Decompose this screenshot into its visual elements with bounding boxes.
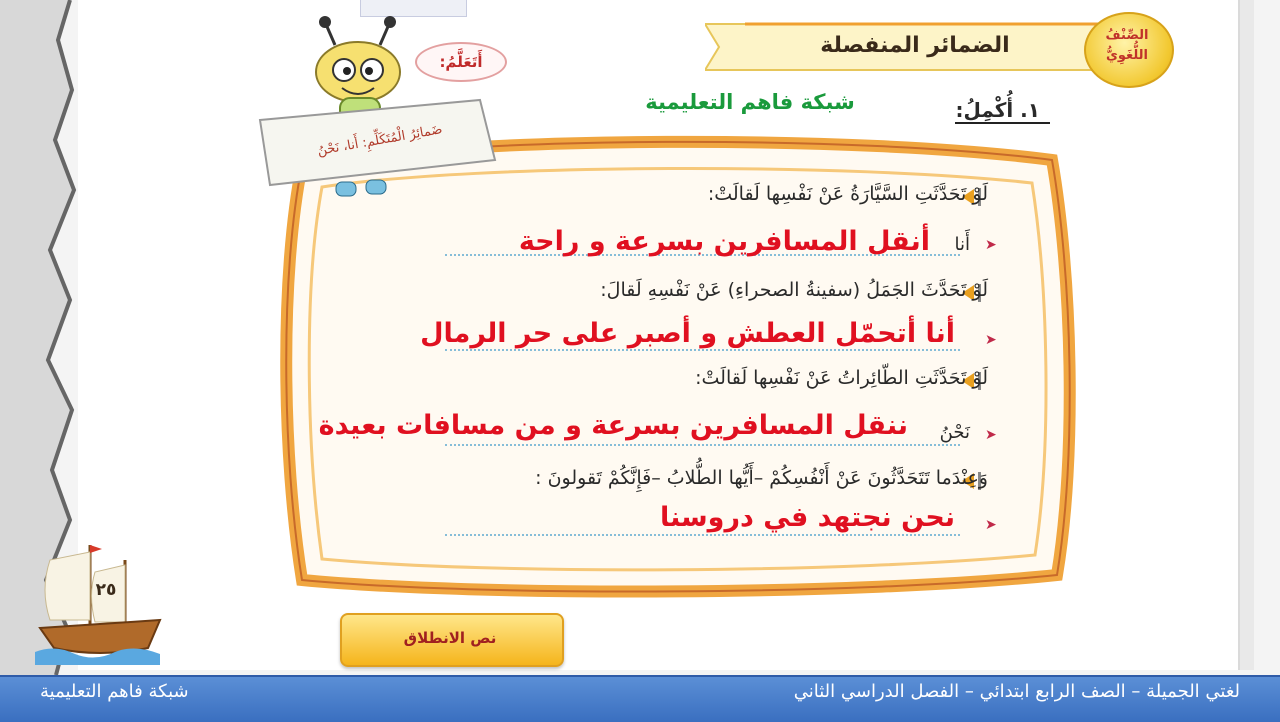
answer-dotted-line [445,534,960,536]
ship-page-icon [30,540,170,670]
footer-brand: شبكة فاهم التعليمية [40,681,189,702]
exercise-label: ١. أُكْمِلُ: [955,98,1040,122]
answer-lead: أَنا [954,234,970,255]
answer-arrow-icon: ➤ [985,427,997,443]
answer-text[interactable]: نحن نجتهد في دروسنا [659,502,955,533]
answer-dotted-line [445,444,960,446]
scroll-banner-text: ضَمائِرُ الْمُتَكَلِّمِ: أَنا، نَحْنُ [316,122,444,159]
answer-arrow-icon: ➤ [985,517,997,533]
exercise-label-underline [955,122,1050,124]
lesson-title: الضمائر المنفصلة [820,33,1010,58]
answer-dotted-line [445,349,960,351]
watermark-text: شبكة فاهم التعليمية [645,90,855,114]
answer-lead: نَحْنُ [939,422,970,443]
page-number: ٢٥ [95,580,117,600]
category-badge-label: الصِّنْفُ اللُّغَوِيُّ [1105,28,1149,63]
answer-text[interactable]: ننقل المسافرين بسرعة و من مسافات بعيدة [318,410,908,441]
answer-arrow-icon: ➤ [985,332,997,348]
exercise-prompt: لَوْ تَحَدَّثَ الجَمَلُ (سفينةُ الصحراءِ) عَنْ نَفْسِهِ لَقالَ: [600,279,988,301]
answer-arrow-icon: ➤ [985,237,997,253]
page-right-border [1238,0,1254,670]
answer-text[interactable]: أنقل المسافرين بسرعة و راحة [518,226,930,257]
exercise-prompt: لَوْ تَحَدَّثَتِ الطّائِراتُ عَنْ نَفْسِها لَقالَتْ: [695,367,988,389]
start-text-tab-label: نص الانطلاق [403,629,497,647]
learn-bubble: أَتَعَلَّمُ: [415,42,507,82]
exercise-prompt: لَوْ تَحَدَّثَتِ السَّيَّارَةُ عَنْ نَفْسِها لَقالَتْ: [707,183,988,205]
answer-text[interactable]: أنا أتحمّل العطش و أصبر على حر الرمال [420,318,955,349]
exercise-prompt: وَعِنْدَما تَتَحَدَّثُونَ عَنْ أَنْفُسِكُمْ –أَيُّها الطُّلابُ –فَإِنَّكُمْ تَقولونَ : [535,467,988,489]
footer-course-info: لغتي الجميلة – الصف الرابع ابتدائي – الفصل الدراسي الثاني [793,681,1240,702]
